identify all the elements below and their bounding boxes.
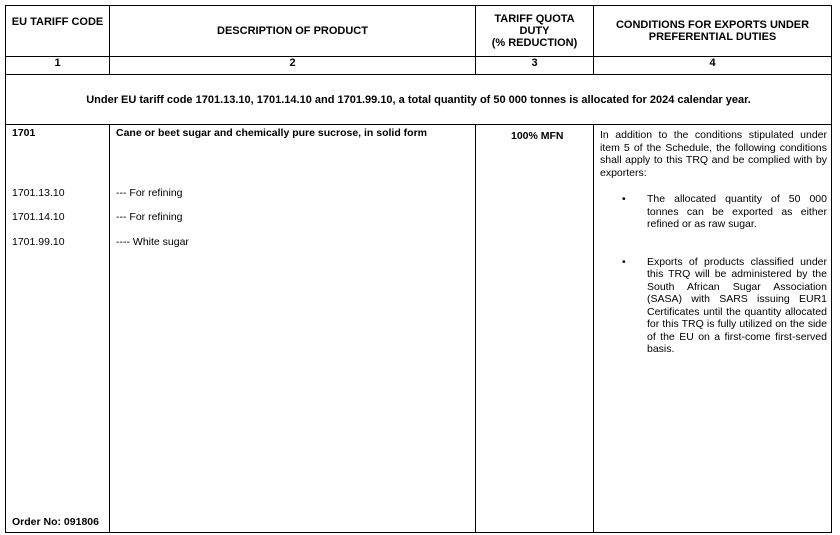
header-conditions-line1: CONDITIONS FOR EXPORTS UNDER (615, 19, 810, 31)
header-tariff-quota-line2: DUTY (519, 25, 550, 37)
product-row (6, 125, 832, 533)
bullet-icon: • (622, 193, 626, 205)
column-number-row (6, 57, 832, 75)
duty-value: 100% MFN (511, 130, 564, 142)
header-eu-tariff-code-text: EU TARIFF CODE (11, 16, 104, 28)
header-tariff-quota-line3: (% REDUCTION) (491, 37, 578, 49)
condition-text-1: The allocated quantity of 50 000 tonnes can be exported as either refined or as raw sugar. (647, 193, 827, 230)
description-sub-1: --- For refining (116, 187, 183, 199)
code-sub-1: 1701.13.10 (12, 187, 65, 199)
description-cell (110, 125, 476, 533)
description-sub-3: ---- White sugar (116, 236, 189, 248)
column-number-2: 2 (110, 57, 476, 75)
header-eu-tariff-code (6, 6, 110, 57)
allocation-note: Under EU tariff code 1701.13.10, 1701.14.10 and 1701.99.10, a total quantity of 50 000 tonnes is allocated for 2024 calendar year. (6, 75, 832, 125)
header-conditions-line2: PREFERENTIAL DUTIES (648, 31, 777, 43)
conditions-cell (594, 125, 832, 533)
code-heading: 1701 (12, 127, 36, 139)
column-number-3: 3 (476, 57, 594, 75)
tariff-quota-table (5, 5, 832, 533)
description-sub-2: --- For refining (116, 211, 183, 223)
header-description-text: DESCRIPTION OF PRODUCT (217, 25, 368, 37)
allocation-row (6, 75, 832, 125)
header-tariff-quota-duty (476, 6, 594, 57)
conditions-intro: In addition to the conditions stipulated under item 5 of the Schedule, the following conditions shall apply to this TRQ and be complied with by exporters: (600, 129, 827, 179)
code-sub-3: 1701.99.10 (12, 236, 65, 248)
condition-item-2 (622, 256, 827, 356)
header-description (110, 6, 476, 57)
conditions-content (594, 125, 831, 356)
bullet-icon: • (622, 255, 626, 268)
column-number-1: 1 (6, 57, 110, 75)
code-cell (6, 125, 110, 533)
condition-item-1 (622, 193, 827, 231)
order-number: Order No: 091806 (12, 516, 99, 528)
duty-cell (476, 125, 594, 533)
conditions-list (600, 193, 827, 356)
condition-text-2: Exports of products classified under this TRQ will be administered by the South African Sugar Association (SASA) with SARS issuing EUR1 Certificates until the quantity allocated for this TRQ is fully utilized on the side of the EU on a first-come first-served basis. (647, 255, 827, 355)
header-row (6, 6, 832, 57)
code-sub-2: 1701.14.10 (12, 211, 65, 223)
header-tariff-quota-line1: TARIFF QUOTA (494, 13, 575, 25)
column-number-4: 4 (594, 57, 832, 75)
header-conditions (594, 6, 832, 57)
description-heading: Cane or beet sugar and chemically pure sucrose, in solid form (116, 127, 428, 139)
